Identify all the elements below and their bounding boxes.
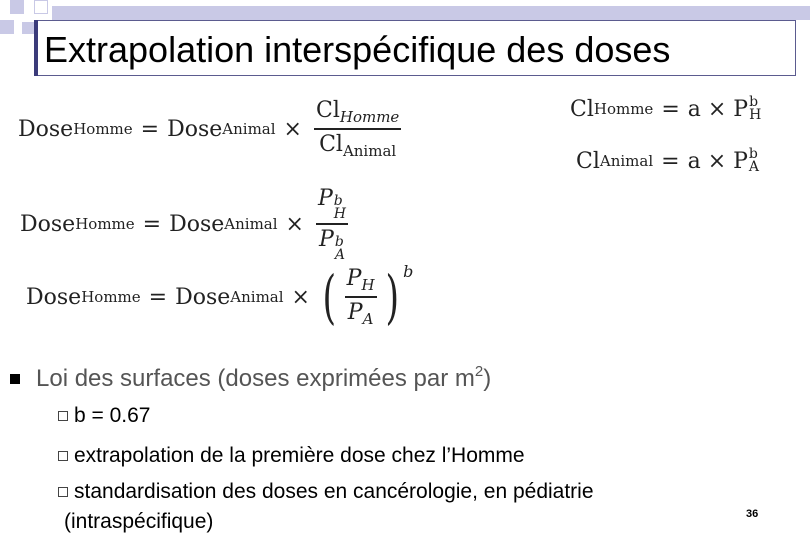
bullet-text: Loi des surfaces (doses exprimées par m xyxy=(36,365,475,392)
cl-text: Cl xyxy=(570,96,594,122)
hollow-square-icon xyxy=(58,411,68,421)
den-text: P xyxy=(319,227,334,252)
sub: H xyxy=(333,206,347,222)
num-text: P xyxy=(346,266,362,291)
denominator xyxy=(317,225,347,262)
num-sub: Homme xyxy=(339,108,400,126)
fraction xyxy=(316,186,348,262)
exponent: b xyxy=(403,262,414,281)
page-number: 36 xyxy=(746,508,759,520)
subsup xyxy=(749,148,759,174)
sup: b xyxy=(333,193,343,209)
sup: b xyxy=(334,234,344,250)
sup: b xyxy=(748,146,758,162)
equation-weight-power-ratio xyxy=(20,186,352,262)
sub-item-text: b = 0.67 xyxy=(74,404,151,427)
subsup xyxy=(749,96,761,122)
sub-item xyxy=(58,444,525,468)
sub-item-continuation xyxy=(64,510,213,534)
dose-animal: Dose xyxy=(167,116,223,142)
dose-human: Dose xyxy=(20,211,76,237)
equals-sign: = xyxy=(148,284,168,310)
sub-item-text: standardisation des doses en cancérologie, en pédiatrie xyxy=(74,480,594,503)
times-sign: × xyxy=(283,116,302,142)
sub-item-text: (intraspécifique) xyxy=(64,510,214,533)
numerator xyxy=(314,98,401,128)
dose-animal-sub: Animal xyxy=(230,288,284,306)
cl-sub: Homme xyxy=(593,100,654,118)
equation-clearance-ratio xyxy=(18,98,405,160)
equation-cl-animal xyxy=(576,148,759,174)
sub-item xyxy=(58,480,594,504)
right-paren: ) xyxy=(385,263,399,331)
equation-weight-ratio-power xyxy=(26,262,414,331)
bullet-square-icon xyxy=(10,374,20,384)
num-text: P xyxy=(317,186,333,211)
times-sign: × xyxy=(285,211,304,237)
rhs-text: a × P xyxy=(687,96,749,122)
equals-sign: = xyxy=(661,148,680,174)
dose-human: Dose xyxy=(18,116,74,142)
equals-sign: = xyxy=(140,116,160,142)
times-sign: × xyxy=(291,284,310,310)
sub: H xyxy=(749,107,762,123)
equation-cl-human xyxy=(570,96,761,122)
decor-square xyxy=(0,20,14,34)
num-sub: H xyxy=(361,276,375,294)
decor-square xyxy=(10,0,24,14)
left-paren: ( xyxy=(322,263,337,331)
title-accent-bar xyxy=(34,20,38,76)
equals-sign: = xyxy=(661,96,680,122)
dose-animal: Dose xyxy=(169,211,225,237)
numerator xyxy=(345,266,377,296)
bullet-close: ) xyxy=(483,365,492,392)
dose-human-sub: Homme xyxy=(81,288,141,306)
sup: b xyxy=(749,94,759,110)
den-sub: Animal xyxy=(342,142,397,160)
decor-square xyxy=(22,22,34,34)
equals-sign: = xyxy=(142,211,162,237)
bullet-surface-law xyxy=(8,362,492,393)
sub-item-text: extrapolation de la première dose chez l’Homme xyxy=(74,444,525,467)
header-bar xyxy=(52,6,810,20)
dose-human-sub: Homme xyxy=(75,215,135,233)
hollow-square-icon xyxy=(58,487,68,497)
hollow-square-icon xyxy=(58,451,68,461)
sub-item xyxy=(58,404,150,428)
numerator xyxy=(316,186,348,223)
dose-human-sub: Homme xyxy=(73,120,133,138)
cl-sub: Animal xyxy=(599,152,654,170)
subsup xyxy=(334,195,346,221)
decor-square xyxy=(34,0,48,14)
rhs-text: a × P xyxy=(687,148,748,174)
page-title: Extrapolation interspécifique des doses xyxy=(44,29,671,70)
fraction xyxy=(314,98,401,160)
cl-text: Cl xyxy=(576,148,600,174)
dose-animal-sub: Animal xyxy=(224,215,278,233)
dose-animal: Dose xyxy=(175,284,231,310)
sub: A xyxy=(748,159,760,175)
num-text: Cl xyxy=(315,98,340,123)
denominator xyxy=(317,130,398,160)
dose-animal-sub: Animal xyxy=(222,120,276,138)
sub: A xyxy=(334,247,345,263)
dose-human: Dose xyxy=(26,284,82,310)
fraction xyxy=(345,266,377,328)
den-sub: A xyxy=(362,310,374,328)
denominator xyxy=(346,298,376,328)
den-text: Cl xyxy=(319,132,343,157)
subsup xyxy=(335,236,345,262)
bullet-sup: 2 xyxy=(474,362,484,380)
den-text: P xyxy=(347,300,363,325)
